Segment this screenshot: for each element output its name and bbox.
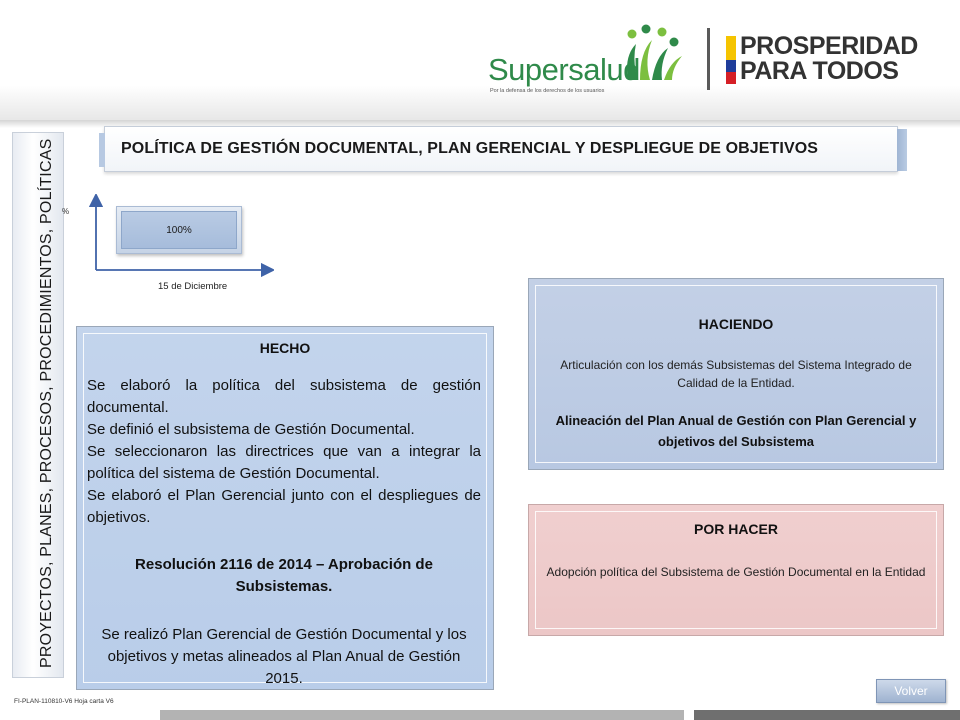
- page-title: POLÍTICA DE GESTIÓN DOCUMENTAL, PLAN GERENCIAL Y DESPLIEGUE DE OBJETIVOS: [121, 140, 819, 157]
- hecho-title: HECHO: [259, 340, 311, 356]
- prosperidad-line2: PARA TODOS: [740, 57, 899, 85]
- haciendo-highlight: Alineación del Plan Anual de Gestión con Plan Gerencial y objetivos del Subsistema: [555, 413, 917, 449]
- sidebar-label: PROYECTOS, PLANES, PROCESOS, PROCEDIMIENTOS, POLÍTICAS: [38, 138, 55, 668]
- footer-bar-dark: [694, 710, 960, 720]
- colombia-flag-icon: [726, 36, 736, 84]
- volver-button[interactable]: Volver: [876, 679, 946, 703]
- haciendo-title: HACIENDO: [698, 316, 774, 332]
- prosperidad-line1: PROSPERIDAD: [740, 32, 918, 60]
- hecho-plan: Se realizó Plan Gerencial de Gestión Documental y los objetivos y metas alineados al Plan Anual de Gestión 2015.: [101, 626, 467, 687]
- title-bar: [104, 126, 898, 172]
- progress-axis-label: %: [62, 207, 70, 216]
- progress-bar: [116, 206, 242, 254]
- supersalud-wordmark: Supersalud: [488, 52, 640, 87]
- hecho-paragraph: Se elaboró el Plan Gerencial junto con el despliegues de objetivos.: [87, 487, 481, 526]
- footer-bar: [160, 710, 684, 720]
- por-hacer-description: Adopción política del Subsistema de Gestión Documental en la Entidad: [546, 565, 926, 579]
- footer-code: FI-PLAN-110810-V6 Hoja carta V6: [14, 698, 114, 705]
- por-hacer-title: POR HACER: [693, 521, 778, 537]
- prosperidad-wordmark: [740, 34, 918, 84]
- hecho-paragraphs: [87, 375, 481, 529]
- supersalud-tagline: Por la defensa de los derechos de los usuarios: [490, 88, 605, 94]
- prosperidad-logo: [726, 32, 946, 88]
- supersalud-logo: [488, 22, 698, 102]
- haciendo-description: Articulación con los demás Subsistemas del Sistema Integrado de Calidad de la Entidad.: [560, 358, 912, 390]
- hecho-resolution: Resolución 2116 de 2014 – Aprobación de Subsistemas.: [135, 556, 433, 595]
- logo-divider: [707, 28, 710, 90]
- progress-value: 100%: [166, 224, 192, 236]
- hecho-paragraph: Se elaboró la política del subsistema de gestión documental.: [87, 377, 481, 416]
- hecho-paragraph: Se seleccionaron las directrices que van a integrar la política del sistema de Gestión Documental.: [87, 443, 481, 482]
- progress-date: 15 de Diciembre: [158, 281, 228, 292]
- hecho-paragraph: Se definió el subsistema de Gestión Documental.: [87, 421, 415, 438]
